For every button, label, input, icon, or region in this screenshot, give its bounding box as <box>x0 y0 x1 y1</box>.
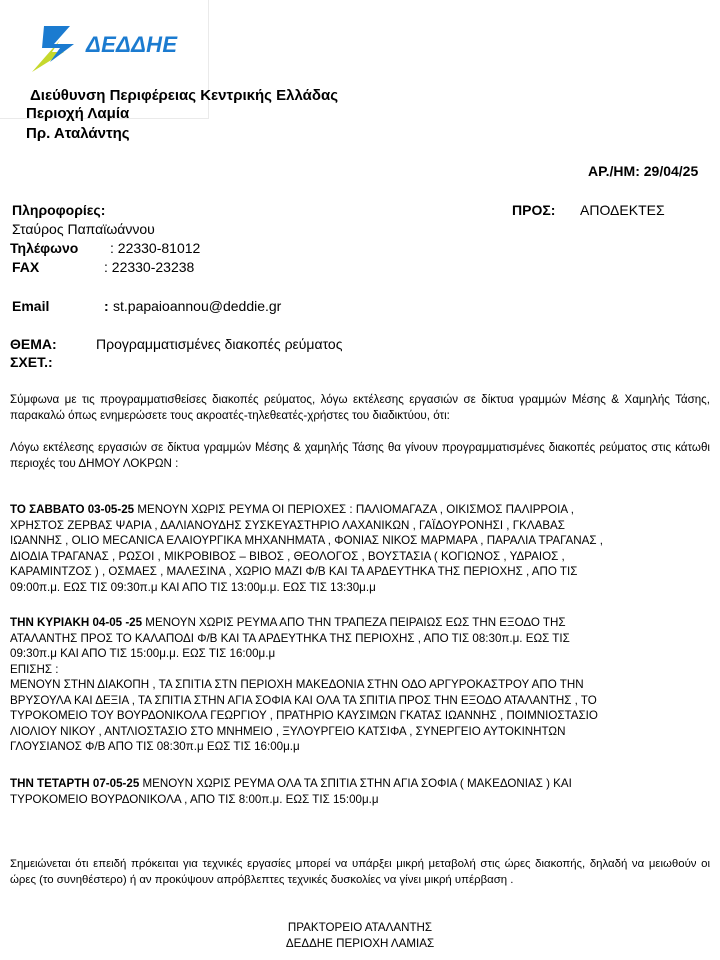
wednesday-line-2: ΤΥΡΟΚΟΜΕΙΟ ΒΟΥΡΔΟΝΙΚΟΛΑ , ΑΠΟ ΤΙΣ 8:00π.μ. ΕΩΣ ΤΙΣ 15:00μ.μ <box>10 792 379 806</box>
subject-ref-label: ΣΧΕΤ.: <box>10 354 53 370</box>
sunday-line-6: ΒΡΥΣΟΥΛΑ ΚΑΙ ΔΕΞΙΑ , ΤΑ ΣΠΙΤΙΑ ΣΤΗΝ ΑΓΙΑ ΣΟΦΙΑ ΚΑΙ ΟΛΑ ΤΑ ΣΠΙΤΙΑ ΠΡΟΣ ΤΗΝ ΕΞΟΔΟ ΑΤΑΛΑΝΤΗΣ , ΤΟ <box>10 693 597 707</box>
note-paragraph: Σημειώνεται ότι επειδή πρόκειται για τεχνικές εργασίες μπορεί να υπάρξει μικρή μεταβολή στις ώρες διακοπής, δηλαδή να μειωθούν οι ώρες (το συνηθέστερο) ή αν προκύψουν απρόβλεπτες τεχνικές δυσκολίες να γίνει μικρή υπέρβαση . <box>10 858 710 886</box>
header-area: Περιοχή Λαμία <box>26 105 130 122</box>
info-name: Σταύρος Παπαϊωάννου <box>12 221 155 237</box>
footer-signature <box>250 920 470 952</box>
saturday-line-1: ΤΟ ΣΑΒΒΑΤΟ 03-05-25 ΜΕΝΟΥΝ ΧΩΡΙΣ ΡΕΥΜΑ ΟΙ ΠΕΡΙΟΧΕΣ : ΠΑΛΙΟΜΑΓΑΖΑ , ΟΙΚΙΣΜΟΣ ΠΑΛΙΡΡΟΙΑ , <box>10 503 574 516</box>
sunday-line-5: ΜΕΝΟΥΝ ΣΤΗΝ ΔΙΑΚΟΠΗ , ΤΑ ΣΠΙΤΙΑ ΣΤΝ ΠΕΡΙΟΧΗ ΜΑΚΕΔΟΝΙΑ ΣΤΗΝ ΟΔΟ ΑΡΓΥΡΟΚΑΣΤΡΟΥ ΑΠΟ ΤΗΝ <box>10 678 584 691</box>
phone-value: : 22330-81012 <box>110 240 201 256</box>
saturday-line-4: ΔΙΟΔΙΑ ΤΡΑΓΑΝΑΣ , ΡΩΣΟΙ , ΜΙΚΡΟΒΙΒΟΣ – ΒΙΒΟΣ , ΘΕΟΛΟΓΟΣ , ΒΟΥΣΤΑΣΙΑ ( ΚΟΓΙΩΝΟΣ , ΥΔΡΑΙΟΣ , <box>10 549 565 563</box>
subject-label: ΘΕΜΑ: <box>10 336 57 352</box>
header-directorate: Διεύθυνση Περιφέρειας Κεντρικής Ελλάδας <box>30 87 338 104</box>
sunday-line-9: ΓΛΟΥΣΙΑΝΟΣ Φ/Β ΑΠΟ ΤΙΣ 08:30π.μ ΕΩΣ ΤΙΣ 16:00μ.μ <box>10 740 300 753</box>
wednesday-block <box>10 776 710 807</box>
saturday-line-2: ΧΡΗΣΤΟΣ ΖΕΡΒΑΣ ΨΑΡΙΑ , ΔΑΛΙΑΝΟΥΔΗΣ ΣΥΣΚΕΥΑΣΤΗΡΙΟ ΛΑΧΑΝΙΚΩΝ , ΓΑΪΔΟΥΡΟΝΗΣΙ , ΓΚΛΑΒΑΣ <box>10 518 565 532</box>
sunday-block <box>10 615 710 755</box>
header-office: Πρ. Αταλάντης <box>26 125 130 142</box>
email-label: Email <box>12 298 50 314</box>
reference-number: ΑΡ./ΗΜ: 29/04/25 <box>588 163 699 179</box>
footer-line-2: ΔΕΔΔΗΕ ΠΕΡΙΟΧΗ ΛΑΜΙΑΣ <box>285 937 435 950</box>
wednesday-day: ΤΗΝ ΤΕΤΑΡΤΗ 07-05-25 <box>10 777 140 790</box>
sunday-line-3: 09:30π.μ ΚΑΙ ΑΠΟ ΤΙΣ 15:00μ.μ. ΕΩΣ ΤΙΣ 16:00μ.μ <box>10 647 276 660</box>
fax-value: : 22330-23238 <box>104 259 195 275</box>
logo-text: ΔΕΔΔΗΕ <box>86 32 178 57</box>
saturday-line-3: ΙΩΑΝΝΗΣ , OLIO MECANICA ΕΛΑΙΟΥΡΓΙΚΑ ΜΗΧΑΝΗΜΑΤΑ , ΦΟΝΙΑΣ ΝΙΚΟΣ ΜΑΡΜΑΡΑ , ΠΑΡΑΛΙΑ ΤΡΑΓΑΝΑΣ , <box>10 534 603 547</box>
saturday-block <box>10 502 710 595</box>
subject-value: Προγραμματισμένες διακοπές ρεύματος <box>96 336 343 352</box>
recipient-label: ΠΡΟΣ: <box>512 202 556 218</box>
email-colon: : <box>104 298 109 314</box>
intro-paragraph: Σύμφωνα με τις προγραμματισθείσες διακοπές ρεύματος, λόγω εκτέλεσης εργασιών σε δίκτυα γραμμών Μέσης & Χαμηλής Τάσης, παρακαλώ όπως ενημερώσετε τους ακροατές-τηλεθεατές-χρήστες του διαδικτύου, ότι: <box>10 393 710 422</box>
phone-label: Τηλέφωνο <box>10 240 79 256</box>
fax-label: FAX <box>12 259 40 275</box>
sunday-line-4: ΕΠΙΣΗΣ : <box>10 662 59 676</box>
wednesday-line-1: ΤΗΝ ΤΕΤΑΡΤΗ 07-05-25 ΜΕΝΟΥΝ ΧΩΡΙΣ ΡΕΥΜΑ ΟΛΑ ΤΑ ΣΠΙΤΙΑ ΣΤΗΝ ΑΓΙΑ ΣΟΦΙΑ ( ΜΑΚΕΔΟΝΙΑΣ ) ΚΑΙ <box>10 777 572 790</box>
info-label: Πληροφορίες: <box>12 202 106 218</box>
footer-line-1: ΠΡΑΚΤΟΡΕΙΟ ΑΤΑΛΑΝΤΗΣ <box>287 921 433 934</box>
sunday-line-7: ΤΥΡΟΚΟΜΕΙΟ ΤΟΥ ΒΟΥΡΔΟΝΙΚΟΛΑ ΓΕΩΡΓΙΟΥ , ΠΡΑΤΗΡΙΟ ΚΑΥΣΙΜΩΝ ΓΚΑΤΑΣ ΙΩΑΝΝΗΣ , ΠΟΙΜΝΙΟΣΤΑΣΙΟ <box>10 709 598 722</box>
deddie-logo-icon <box>30 22 80 78</box>
sunday-line-8: ΛΙΟΛΙΟΥ ΝΙΚΟΥ , ΑΝΤΛΙΟΣΤΑΣΙΟ ΣΤΟ ΜΝΗΜΕΙΟ , ΞΥΛΟΥΡΓΕΙΟ ΚΑΤΣΙΦΑ , ΣΥΝΕΡΓΕΙΟ ΑΥΤΟΚΙΝΗΤΩΝ <box>10 724 566 738</box>
saturday-line-5: ΚΑΡΑΜΙΝΤΖΟΣ ) , ΟΣΜΑΕΣ , ΜΑΛΕΣΙΝΑ , ΧΩΡΙΟ ΜΑΖΙ Φ/Β ΚΑΙ ΤΑ ΑΡΔΕΥΤΗΚΑ ΤΗΣ ΠΕΡΙΟΧΗΣ , ΑΠΟ ΤΙΣ <box>10 565 578 578</box>
sunday-day: ΤΗΝ ΚΥΡΙΑΚΗ 04-05 -25 <box>10 616 143 629</box>
sunday-line-1: ΤΗΝ ΚΥΡΙΑΚΗ 04-05 -25 ΜΕΝΟΥΝ ΧΩΡΙΣ ΡΕΥΜΑ ΑΠΟ ΤΗΝ ΤΡΑΠΕΖΑ ΠΕΙΡΑΙΩΣ ΕΩΣ ΤΗΝ ΕΞΟΔΟ ΤΗΣ <box>10 616 566 629</box>
email-value: st.papaioannou@deddie.gr <box>113 298 282 314</box>
saturday-line-6: 09:00π.μ. ΕΩΣ ΤΙΣ 09:30π.μ ΚΑΙ ΑΠΟ ΤΙΣ 13:00μ.μ. ΕΩΣ ΤΙΣ 13:30μ.μ <box>10 580 376 594</box>
recipient-value: ΑΠΟΔΕΚΤΕΣ <box>580 202 665 218</box>
intro-paragraph-2: Λόγω εκτέλεσης εργασιών σε δίκτυα γραμμών Μέσης & χαμηλής Τάσης θα γίνουν προγραμματισμένες διακοπές ρεύματος στις κάτωθι περιοχές του ΔΗΜΟΥ ΛΟΚΡΩΝ : <box>10 441 710 470</box>
sunday-line-2: ΑΤΑΛΑΝΤΗΣ ΠΡΟΣ ΤΟ ΚΑΛΑΠΟΔΙ Φ/Β ΚΑΙ ΤΑ ΑΡΔΕΥΤΗΚΑ ΤΗΣ ΠΕΡΙΟΧΗΣ , ΑΠΟ ΤΙΣ 08:30π.μ. ΕΩΣ ΤΙΣ <box>10 631 570 645</box>
saturday-day: ΤΟ ΣΑΒΒΑΤΟ 03-05-25 <box>10 503 135 516</box>
